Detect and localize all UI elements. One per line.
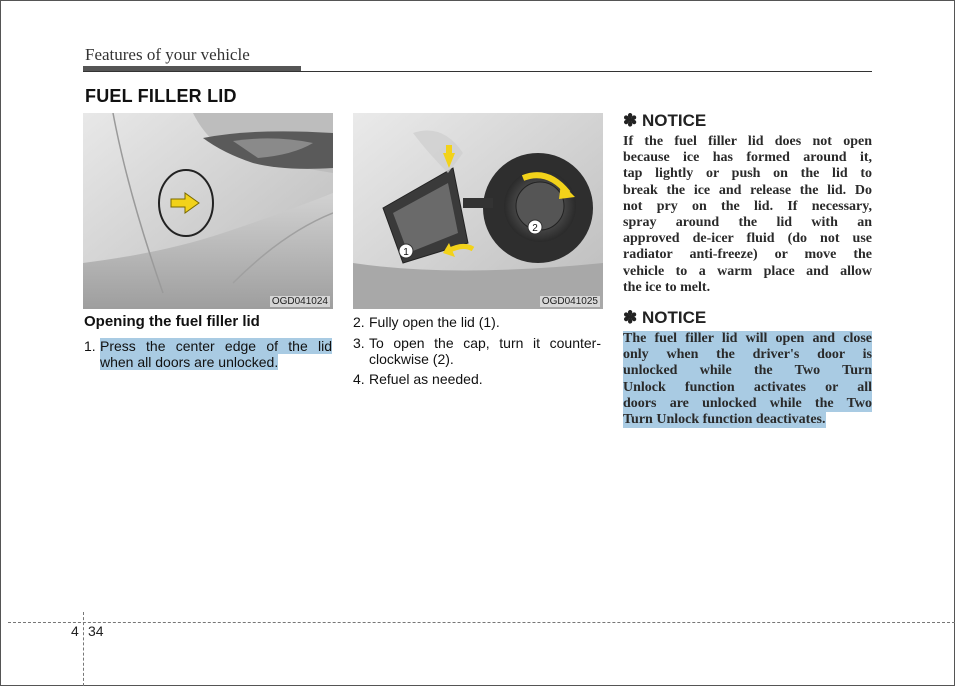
chapter-number: 4: [71, 623, 79, 639]
notice-body-2: The fuel filler lid will open and close only when the driver's door is unlocked while the Two Turn Unlock function activates or all doors are unlocked while the Two Turn Unlock function deactivates.: [623, 331, 872, 428]
footer-rule: [8, 622, 955, 623]
step-3: 3. To open the cap, turn it counter- clockwise (2).: [353, 335, 601, 367]
step-line: when all doors are unlocked.: [100, 354, 279, 370]
step-line: To open the cap, turn it counter-: [369, 335, 601, 351]
callout-1: 1: [403, 247, 409, 258]
notice-heading-2: ✽ NOTICE: [623, 308, 707, 327]
footer-divider: [83, 612, 84, 686]
step-line: Refuel as needed.: [369, 371, 483, 387]
section-header: Features of your vehicle: [85, 45, 250, 64]
page-number: 34: [88, 623, 104, 639]
step-line: Fully open the lid (1).: [369, 314, 500, 330]
figure-code: OGD041025: [541, 296, 598, 307]
figure-code: OGD041024: [271, 296, 328, 307]
step-4: 4. Refuel as needed.: [353, 371, 603, 389]
car-side-illustration: [83, 113, 333, 309]
header-rule: [83, 71, 872, 72]
callout-2: 2: [532, 223, 538, 234]
subsection-heading: Opening the fuel filler lid: [84, 313, 260, 330]
fuel-cap-illustration: [353, 113, 603, 309]
figure-fuel-lid-closed: [83, 113, 333, 309]
step-line: clockwise (2).: [369, 351, 454, 367]
figure-fuel-lid-open: [353, 113, 603, 309]
step-line: Press the center edge of the lid: [100, 338, 332, 354]
notice-heading-1: ✽ NOTICE: [623, 111, 707, 130]
notice-body-1: If the fuel filler lid does not open because ice has formed around it, tap lightly or push on the lid to break the ice and release the lid. Do not pry on the lid. If necessary, spray around the lid with an approved de-icer fluid (do not use radiator anti-freeze) or move the vehicle to a warm place and allow the ice to melt.: [623, 134, 872, 295]
page-title: FUEL FILLER LID: [85, 86, 237, 106]
step-1: 1. Press the center edge of the lid when all doors are unlocked.: [84, 338, 332, 370]
step-2: 2. Fully open the lid (1).: [353, 314, 603, 332]
